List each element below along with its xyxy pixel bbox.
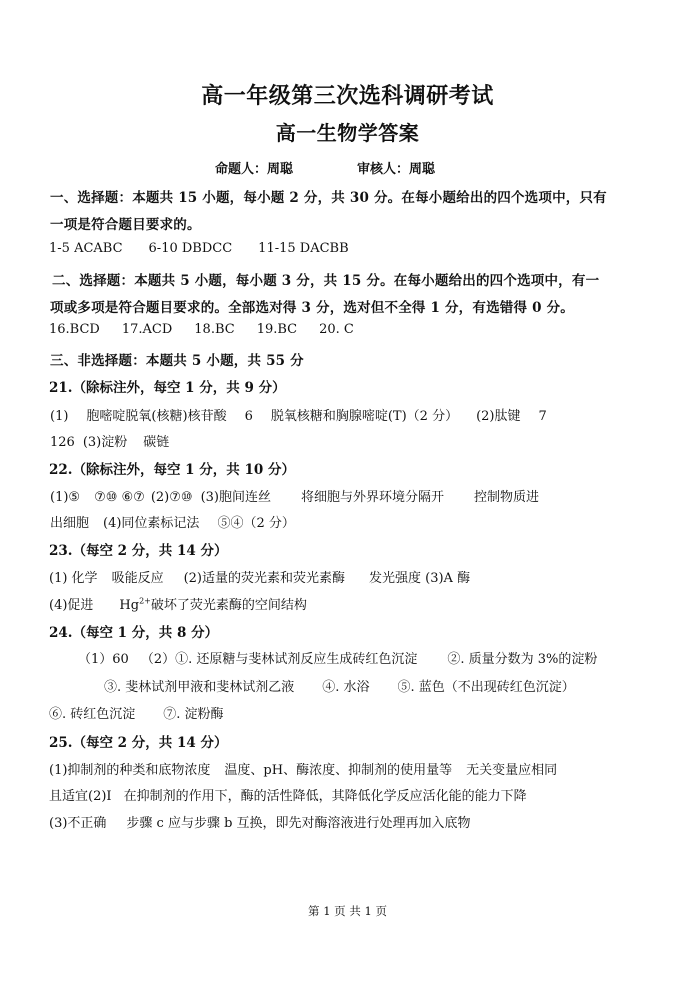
- q24-line3: [49, 703, 224, 722]
- answers-1-5: 1-5 ACABC: [49, 241, 123, 256]
- q25-answer-same: 无关变量应相同: [466, 763, 558, 778]
- q23-answer-chemical: (1) 化学: [49, 571, 98, 586]
- q23-header: 23.（每空 2 分，共 14 分）: [49, 543, 228, 559]
- q21-answer-starch: (3)淀粉: [82, 435, 128, 450]
- q23-line1: [49, 567, 470, 586]
- setter: 命题人：周聪: [215, 162, 294, 177]
- q25-answer-incorrect: (3)不正确: [49, 816, 107, 831]
- q21-answer-nucleotide: 胞嘧啶脱氧(核糖)核苷酸: [86, 409, 227, 424]
- section1-answers: [49, 241, 349, 256]
- q22-line1: [50, 486, 539, 505]
- q22-header: 22.（除标注外，每空 1 分，共 10 分）: [49, 462, 295, 478]
- q23-answer-intensity: 发光强度 (3)A 酶: [369, 571, 471, 586]
- section2-intro-line2: 项或多项是符合题目要求的。全部选对得 3 分，选对但不全得 1 分，有选错得 0 分。: [50, 300, 574, 316]
- q24-answer-reducing-sugar: （2）①. 还原糖与斐林试剂反应生成砖红色沉淀: [140, 652, 418, 667]
- q22-part1: (1)⑤: [50, 490, 81, 505]
- page-number: 1: [323, 904, 331, 918]
- section2-intro-line1: 二、选择题：本题共 5 小题，每小题 3 分，共 15 分。在每小题给出的四个选项中，有一: [52, 273, 600, 289]
- section1-intro-line2: 一项是符合题目要求的。: [50, 217, 201, 233]
- q22-answer-structures: ⑦⑩ ⑥⑦: [94, 490, 145, 505]
- q24-header: 24.（每空 1 分，共 8 分）: [49, 625, 219, 641]
- page-total: 1: [364, 904, 372, 918]
- q25-header: 25.（每空 2 分，共 14 分）: [49, 735, 228, 751]
- q24-line2: [104, 676, 575, 695]
- q23-hg: Hg: [119, 598, 140, 613]
- page-footer: [0, 903, 695, 919]
- q21-line1: [50, 405, 547, 424]
- q22-answer-separate: 将细胞与外界环境分隔开: [300, 490, 444, 505]
- q22-answer-control: 控制物质进: [474, 490, 540, 505]
- q21-answer-peptide: (2)肽键: [476, 409, 521, 424]
- q21-answer-126: 126: [50, 435, 75, 450]
- q21-header: 21.（除标注外，每空 1 分，共 9 分）: [49, 380, 286, 396]
- q24-answer-60: （1）60: [78, 652, 129, 667]
- section1-intro-line1: 一、选择题：本题共 15 小题，每小题 2 分，共 30 分。在每小题给出的四个选项中，只有: [50, 190, 607, 206]
- q23-answer-structure: 破坏了荧光素酶的空间结构: [150, 598, 307, 613]
- q22-line2: [50, 512, 295, 531]
- answer-title: 高一生物学答案: [275, 121, 420, 145]
- q23-line2: [49, 594, 307, 613]
- q25-line3: [49, 812, 471, 831]
- reviewer: 审核人：周聪: [357, 162, 436, 177]
- q24-answer-starch-3pct: ②. 质量分数为 3%的淀粉: [447, 652, 598, 667]
- q22-answer-control-cont: 出细胞: [50, 516, 90, 531]
- footer-prefix: 第: [308, 904, 320, 918]
- q25-answer-swap-steps: 步骤 c 应与步骤 b 互换，即先对酶溶液进行处理再加入底物: [126, 816, 471, 831]
- answer-18: 18.BC: [194, 322, 235, 337]
- q21-line2: [50, 431, 169, 450]
- q21-answer-6: 6: [244, 409, 253, 424]
- q21-answer-carbon-chain: 碳链: [143, 435, 170, 450]
- q22-answer-isotope: (4)同位素标记法: [103, 516, 200, 531]
- answer-17: 17.ACD: [121, 322, 173, 337]
- q24-line1: [78, 648, 597, 667]
- q22-part2: (2)⑦⑩: [150, 490, 193, 505]
- answer-16: 16.BCD: [49, 322, 100, 337]
- q21-part1: (1): [50, 409, 69, 424]
- q23-answer-promote: (4)促进: [49, 598, 94, 613]
- q25-answer-appropriate: 且适宜(2)Ⅰ: [49, 789, 112, 804]
- answer-20: 20. C: [319, 322, 354, 337]
- answers-11-15: 11-15 DACBB: [258, 241, 349, 256]
- q24-answer-amylase: ⑦. 淀粉酶: [163, 707, 224, 722]
- q21-answer-7: 7: [538, 409, 547, 424]
- q25-answer-controls: 温度、pH、酶浓度、抑制剂的使用量等: [224, 763, 453, 778]
- answers-6-10: 6-10 DBDCC: [148, 241, 233, 256]
- q25-line2: [49, 785, 527, 804]
- q22-answer-plasmodesmata: (3)胞间连丝: [200, 490, 271, 505]
- q23-answer-endergonic: 吸能反应: [111, 571, 164, 586]
- q21-answer-deoxyribose: 脱氧核糖和胸腺嘧啶(T)（2 分）: [270, 409, 459, 424]
- q24-answer-blue: ⑤. 蓝色（不出现砖红色沉淀）: [397, 680, 575, 695]
- answer-19: 19.BC: [256, 322, 298, 337]
- section2-answers: [49, 322, 354, 337]
- q25-answer-variables: (1)抑制剂的种类和底物浓度: [49, 763, 211, 778]
- footer-mid: 页 共: [334, 904, 361, 918]
- q23-hg-charge: 2+: [139, 596, 151, 606]
- q25-answer-explanation: 在抑制剂的作用下，酶的活性降低，其降低化学反应活化能的能力下降: [123, 789, 527, 804]
- q24-answer-brick-red: ⑥. 砖红色沉淀: [49, 707, 136, 722]
- exam-title: 高一年级第三次选科调研考试: [201, 83, 494, 109]
- q22-answer-order: ⑤④（2 分）: [217, 516, 295, 531]
- q24-answer-water-bath: ④. 水浴: [322, 680, 370, 695]
- authors-line: [215, 158, 435, 177]
- q25-line1: [49, 759, 557, 778]
- footer-suffix: 页: [375, 904, 387, 918]
- q24-answer-fehling: ③. 斐林试剂甲液和斐林试剂乙液: [104, 680, 295, 695]
- q23-answer-luciferin: (2)适量的荧光素和荧光素酶: [183, 571, 345, 586]
- section3-header: 三、非选择题：本题共 5 小题，共 55 分: [50, 353, 304, 369]
